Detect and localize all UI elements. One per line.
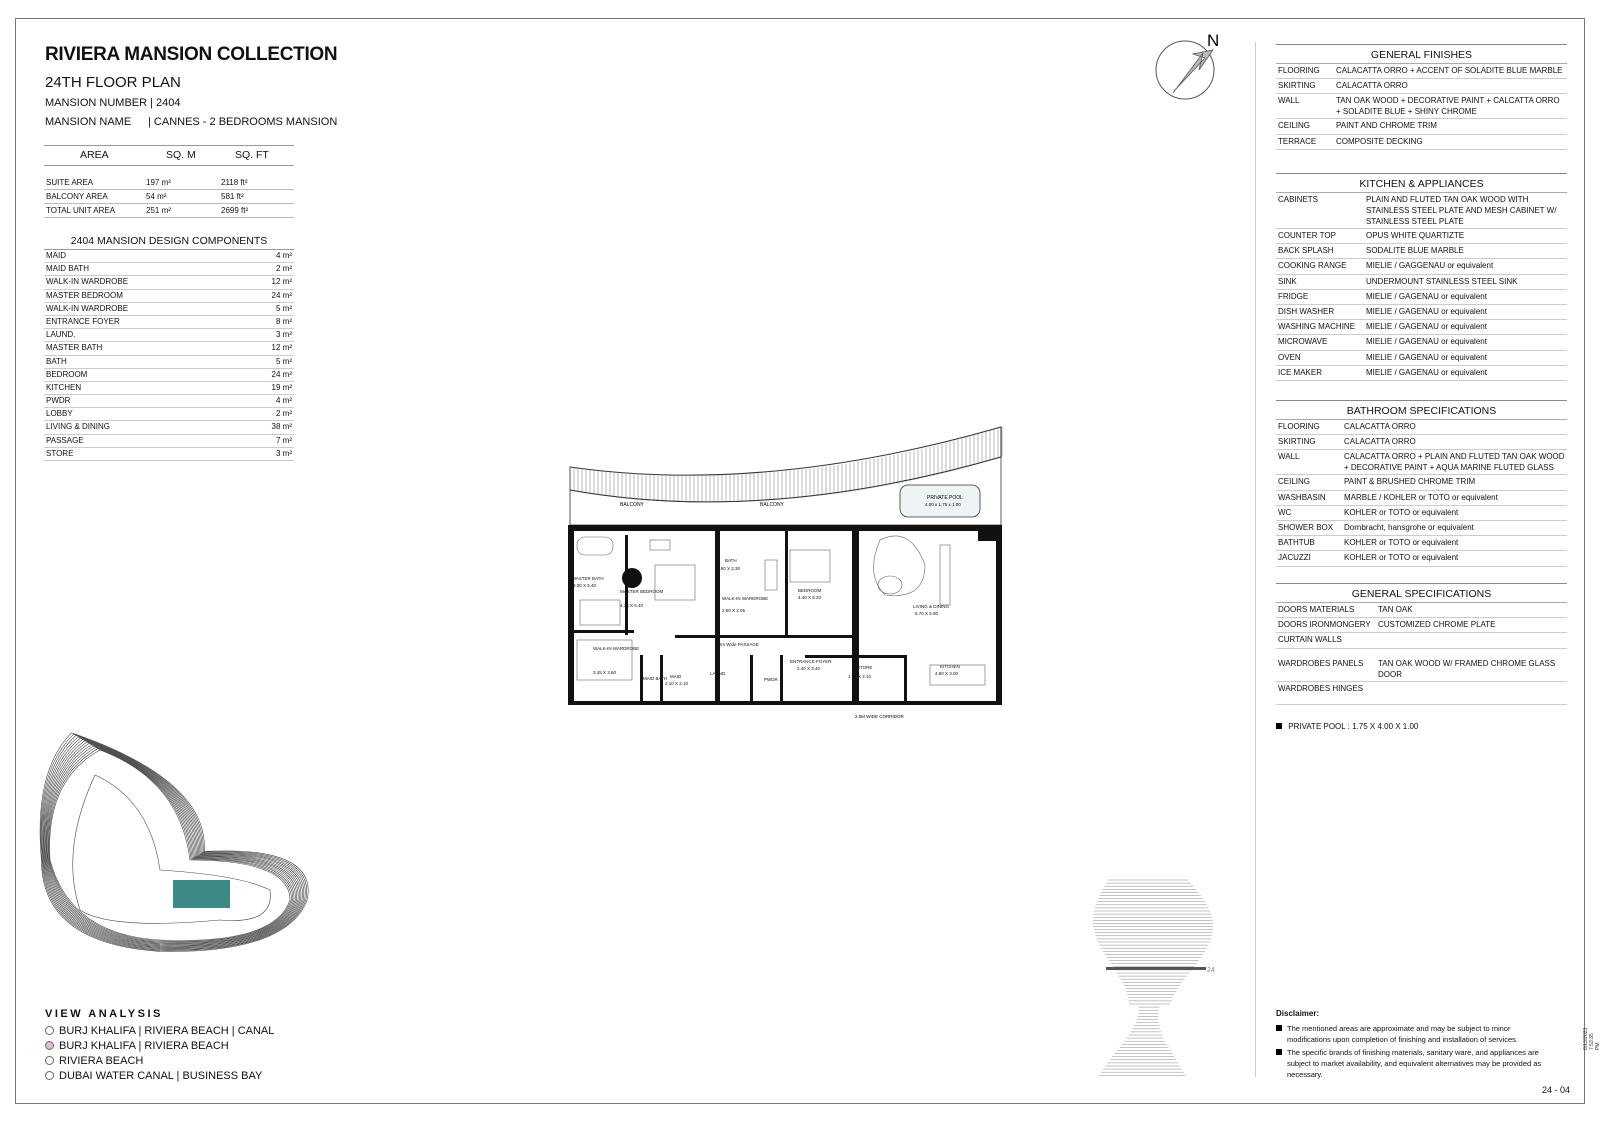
radio-icon: [45, 1026, 54, 1035]
pool-label: PRIVATE POOL: [927, 495, 963, 501]
list-item: LIVING & DINING 38 m²: [44, 421, 294, 434]
floor-marker: [1106, 967, 1206, 970]
tower-elevation: [1100, 875, 1220, 1085]
list-item: WALK-IN WARDROBE 5 m²: [44, 303, 294, 316]
key-plan: [40, 740, 310, 970]
design-components: [44, 235, 294, 461]
table-row: DOORS IRONMONGERY CUSTOMIZED CHROME PLATE: [1276, 618, 1567, 633]
page-title: RIVIERA MANSION COLLECTION: [45, 44, 338, 65]
compass-icon: [1155, 30, 1225, 105]
room-dim: 3.00 X 5.40: [573, 583, 597, 588]
table-row: CURTAIN WALLS: [1276, 633, 1567, 648]
table-row: BALCONY AREA 54 m² 581 ft²: [44, 190, 294, 204]
table-row: WARDROBES HINGES: [1276, 682, 1567, 705]
floor-title: 24TH FLOOR PLAN: [45, 74, 181, 91]
table-row: WASHING MACHINE MIELIE / GAGENAU or equivalent: [1276, 320, 1567, 335]
pool-dim: 4.00 x 1.75 x 1.00: [925, 502, 961, 507]
table-row: WARDROBES PANELS TAN OAK WOOD W/ FRAMED CHROME GLASS DOOR: [1276, 657, 1567, 682]
table-row: ICE MAKER MIELIE / GAGENAU or equivalent: [1276, 366, 1567, 381]
view-option: BURJ KHALIFA | RIVIERA BEACH: [45, 1038, 274, 1053]
table-row: BACK SPLASH SODALITE BLUE MARBLE: [1276, 244, 1567, 259]
room-label: MASTER BATH: [572, 576, 604, 581]
room-dim: 6.70 X 5.90: [915, 611, 939, 616]
compass-north-label: N: [1207, 31, 1220, 50]
room-dim: 4.40 X 5.20: [798, 595, 822, 600]
view-analysis-title: VIEW ANALYSIS: [45, 1008, 163, 1020]
table-row: DISH WASHER MIELIE / GAGENAU or equivalent: [1276, 305, 1567, 320]
room-dim: 2.50 X 2.05: [722, 608, 746, 613]
private-pool: [900, 485, 980, 517]
list-item: The mentioned areas are approximate and may be subject to minor modifications upon completion of finishing and installation of services.: [1276, 1023, 1546, 1045]
room-dim: 4.80 X 3.00: [935, 671, 959, 676]
table-row: WC KOHLER or TOTO or equivalent: [1276, 506, 1567, 521]
floor-marker-label: 24: [1207, 967, 1215, 974]
list-item: The specific brands of finishing materials, sanitary ware, and appliances are subject to market availability, and equivalent alternatives may be provided as necessary.: [1276, 1047, 1546, 1080]
list-item: STORE 3 m²: [44, 448, 294, 461]
passage-label: 1.2m Wide PASSAGE: [715, 642, 759, 647]
table-row: TERRACE COMPOSITE DECKING: [1276, 135, 1567, 150]
room-label: LAUND.: [710, 671, 727, 676]
table-row: WALL CALACATTA ORRO + PLAIN AND FLUTED TAN OAK WOOD + DECORATIVE PAINT + AQUA MARINE FLUTED GLASS: [1276, 450, 1567, 475]
room-label: MAID BATH: [643, 676, 668, 681]
components-title: 2404 MANSION DESIGN COMPONENTS: [44, 235, 294, 250]
table-row: CEILING PAINT AND CHROME TRIM: [1276, 119, 1567, 134]
private-pool-spec: PRIVATE POOL : 1.75 X 4.00 X 1.00: [1276, 721, 1418, 731]
column: [622, 568, 642, 588]
balcony-label: BALCONY: [620, 502, 644, 508]
list-item: BATH 5 m²: [44, 356, 294, 369]
list-item: MAID 4 m²: [44, 250, 294, 263]
list-item: WALK-IN WARDROBE 12 m²: [44, 276, 294, 289]
unit-highlight: [173, 880, 230, 908]
general-specs: [1276, 583, 1567, 705]
corridor-label: 2.0M WIDE CORRIDOR: [855, 714, 904, 719]
list-item: MASTER BATH 12 m²: [44, 342, 294, 355]
general-finishes: [1276, 44, 1567, 150]
page-number: 24 - 04: [1542, 1085, 1571, 1095]
table-row: SKIRTING CALACATTA ORRO: [1276, 435, 1567, 450]
list-item: ENTRANCE FOYER 8 m²: [44, 316, 294, 329]
mansion-name-label: MANSION NAME: [45, 116, 132, 128]
view-analysis: [45, 1008, 274, 1083]
table-row: SKIRTING CALACATTA ORRO: [1276, 79, 1567, 94]
table-row: DOORS MATERIALS TAN OAK: [1276, 603, 1567, 618]
divider: [1255, 42, 1256, 1077]
list-item: KITCHEN 19 m²: [44, 382, 294, 395]
table-row: JACUZZI KOHLER or TOTO or equivalent: [1276, 551, 1567, 566]
kitchen-appliances: [1276, 173, 1567, 381]
table-row: FLOORING CALACATTA ORRO + ACCENT OF SOLADITE BLUE MARBLE: [1276, 64, 1567, 79]
radio-icon: [45, 1056, 54, 1065]
disclaimer: [1276, 1008, 1546, 1080]
list-item: PWDR 4 m²: [44, 395, 294, 408]
view-option: DUBAI WATER CANAL | BUSINESS BAY: [45, 1068, 274, 1083]
bullet-icon: [1276, 723, 1282, 729]
table-row: BATHTUB KOHLER or TOTO or equivalent: [1276, 536, 1567, 551]
table-row: SINK UNDERMOUNT STAINLESS STEEL SINK: [1276, 275, 1567, 290]
disclaimer-title: Disclaimer:: [1276, 1009, 1320, 1018]
list-item: PASSAGE 7 m²: [44, 435, 294, 448]
side-stamp: 8/13/2023 7:53:35 PM: [1583, 1027, 1601, 1050]
area-table: [44, 145, 294, 218]
room-label: BEDROOM: [798, 588, 822, 593]
list-item: BEDROOM 24 m²: [44, 369, 294, 382]
room-label: PWDR: [764, 677, 778, 682]
room-dim: 2.10 X 2.10: [665, 681, 689, 686]
section-title: GENERAL SPECIFICATIONS: [1276, 583, 1567, 603]
table-row: MICROWAVE MIELIE / GAGENAU or equivalent: [1276, 335, 1567, 350]
section-title: KITCHEN & APPLIANCES: [1276, 173, 1567, 193]
table-row: COUNTER TOP OPUS WHITE QUARTIZTE: [1276, 229, 1567, 244]
list-item: MASTER BEDROOM 24 m²: [44, 290, 294, 303]
table-row: SHOWER BOX Dornbracht, hansgrohe or equivalent: [1276, 521, 1567, 536]
list-item: LOBBY 2 m²: [44, 408, 294, 421]
table-row: TOTAL UNIT AREA 251 m² 2699 ft²: [44, 204, 294, 218]
sqm-header: SQ. M: [144, 146, 219, 166]
table-row: SUITE AREA 197 m² 2118 ft²: [44, 176, 294, 190]
view-option: RIVIERA BEACH: [45, 1053, 274, 1068]
radio-icon: [45, 1041, 54, 1050]
table-row: OVEN MIELIE / GAGENAU or equivalent: [1276, 351, 1567, 366]
bullet-icon: [1276, 1025, 1282, 1031]
room-label: KITCHEN: [940, 664, 960, 669]
balcony-label: BALCONY: [760, 502, 784, 508]
table-row: FRIDGE MIELIE / GAGENAU or equivalent: [1276, 290, 1567, 305]
table-row: WASHBASIN MARBLE / KOHLER or TOTO or equivalent: [1276, 491, 1567, 506]
list-item: LAUND. 3 m²: [44, 329, 294, 342]
mansion-name: | CANNES - 2 BEDROOMS MANSION: [148, 116, 338, 128]
section-title: GENERAL FINISHES: [1276, 44, 1567, 64]
sqft-header: SQ. FT: [219, 146, 294, 166]
room-label: LIVING & DINING: [913, 604, 950, 609]
table-row: CEILING PAINT & BRUSHED CHROME TRIM: [1276, 475, 1567, 490]
section-title: BATHROOM SPECIFICATIONS: [1276, 400, 1567, 420]
table-row: WALL TAN OAK WOOD + DECORATIVE PAINT + CALCATTA ORRO + SOLADITE BLUE + SHINY CHROME: [1276, 94, 1567, 119]
room-dim: 4.15 X 5.40: [620, 603, 644, 608]
room-label: BATH: [725, 558, 737, 563]
room-label: STORE: [857, 665, 873, 670]
mansion-number: MANSION NUMBER | 2404: [45, 97, 181, 109]
room-label: WALK-IN WARDROBE: [593, 646, 640, 651]
view-option: BURJ KHALIFA | RIVIERA BEACH | CANAL: [45, 1023, 274, 1038]
area-header: AREA: [44, 146, 144, 166]
list-item: MAID BATH 2 m²: [44, 263, 294, 276]
room-dim: 1.60 X 3.30: [717, 566, 741, 571]
bullet-icon: [1276, 1049, 1282, 1055]
room-label: MASTER BEDROOM: [620, 589, 664, 594]
radio-icon: [45, 1071, 54, 1080]
room-label: WALK-IN WARDROBE: [722, 596, 769, 601]
floor-plan: [565, 425, 1005, 740]
table-row: COOKING RANGE MIELIE / GAGGENAU or equivalent: [1276, 259, 1567, 274]
room-label: ENTRANCE FOYER: [790, 659, 832, 664]
room-dim: 2.40 X 3.40: [797, 666, 821, 671]
bathroom-specs: [1276, 400, 1567, 567]
table-row: FLOORING CALACATTA ORRO: [1276, 420, 1567, 435]
room-label: MAID: [670, 674, 682, 679]
room-dim: 1.60 X 2.10: [848, 674, 872, 679]
room-dim: 3.45 X 3.60: [593, 670, 617, 675]
table-row: CABINETS PLAIN AND FLUTED TAN OAK WOOD WITH STAINLESS STEEL PLATE AND MESH CABINET W/ STAINLESS STEEL PLATE: [1276, 193, 1567, 229]
